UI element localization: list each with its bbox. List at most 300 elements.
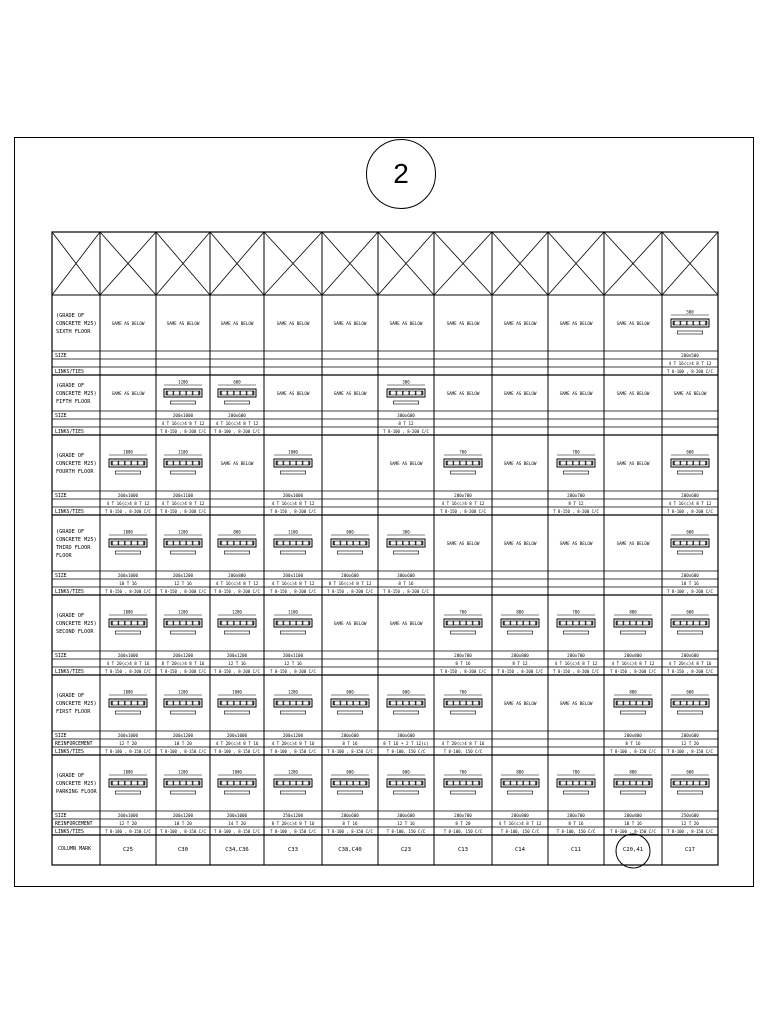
links-value: T 8-100 , 8-150 C/C <box>327 749 373 754</box>
links-value: T 8-100, 150 C/C <box>556 829 596 834</box>
rebar-dot <box>124 623 126 625</box>
rebar-dot <box>629 703 631 705</box>
rebar-dot <box>246 701 248 703</box>
same-as-below-note: SAME AS BELOW <box>276 321 310 326</box>
reinforcement-value: 4 T 16(c)4 8 T 12 <box>161 501 205 506</box>
rebar-dot <box>239 621 241 623</box>
same-as-below-note: SAME AS BELOW <box>111 391 145 396</box>
rebar-dot <box>220 701 222 703</box>
rebar-dot <box>333 543 335 545</box>
links-value: T 8-150 , 8-200 C/C <box>160 509 206 514</box>
section-stirrup <box>616 621 650 625</box>
rebar-dot <box>346 701 348 703</box>
rebar-dot <box>143 623 145 625</box>
rebar-dot <box>302 463 304 465</box>
rebar-dot <box>680 463 682 465</box>
rebar-dot <box>559 781 561 783</box>
rebar-dot <box>166 623 168 625</box>
size-value: 200x800 <box>624 813 642 818</box>
section-stirrup <box>446 781 480 785</box>
section-stirrup <box>673 701 707 705</box>
rebar-dot <box>198 621 200 623</box>
rebar-dot <box>623 781 625 783</box>
rebar-dot <box>465 623 467 625</box>
rebar-dot <box>529 781 531 783</box>
section-width: 1000 <box>123 769 133 775</box>
same-as-below-note: SAME AS BELOW <box>220 461 254 466</box>
size-value: 200x600 <box>681 653 699 658</box>
rebar-dot <box>340 541 342 543</box>
tie-detail <box>115 471 140 474</box>
rebar-dot <box>192 621 194 623</box>
rebar-dot <box>522 781 524 783</box>
section-stirrup <box>166 541 200 545</box>
rebar-dot <box>535 621 537 623</box>
tie-detail <box>337 711 362 714</box>
rebar-dot <box>185 463 187 465</box>
column-section <box>109 775 147 794</box>
rebar-dot <box>283 621 285 623</box>
section-stirrup <box>276 541 310 545</box>
rebar-dot <box>143 781 145 783</box>
section-stirrup <box>220 621 254 625</box>
rebar-dot <box>465 461 467 463</box>
section-stirrup <box>503 621 537 625</box>
same-as-below-note: SAME AS BELOW <box>276 391 310 396</box>
rebar-dot <box>220 393 222 395</box>
rebar-dot <box>566 461 568 463</box>
rebar-dot <box>166 463 168 465</box>
rebar-dot <box>283 623 285 625</box>
rebar-dot <box>252 783 254 785</box>
rebar-dot <box>365 543 367 545</box>
section-stirrup <box>333 541 367 545</box>
section-stirrup <box>503 781 537 785</box>
rebar-dot <box>143 621 145 623</box>
rebar-dot <box>111 701 113 703</box>
rebar-dot <box>239 701 241 703</box>
section-stirrup <box>220 391 254 395</box>
rebar-dot <box>302 701 304 703</box>
rebar-dot <box>629 783 631 785</box>
rebar-dot <box>415 393 417 395</box>
column-mark: C23 <box>400 847 412 853</box>
section-width: 500 <box>686 309 694 315</box>
column-mark: C38,C40 <box>338 847 362 853</box>
section-outline <box>671 699 709 707</box>
size-value: 200x500 <box>681 353 699 358</box>
rebar-dot <box>289 783 291 785</box>
rebar-dot <box>648 781 650 783</box>
section-width: 600 <box>686 769 694 775</box>
rebar-dot <box>635 703 637 705</box>
same-as-below-note: SAME AS BELOW <box>559 541 593 546</box>
links-value: T 8-150 , 8-200 C/C <box>667 669 713 674</box>
rebar-dot <box>591 623 593 625</box>
rebar-dot <box>118 781 120 783</box>
column-mark: C14 <box>514 847 526 853</box>
rebar-dot <box>233 541 235 543</box>
rebar-dot <box>686 323 688 325</box>
rebar-dot <box>453 461 455 463</box>
rebar-dot <box>396 393 398 395</box>
rebar-dot <box>198 781 200 783</box>
links-value: T 8-150 , 8-200 C/C <box>270 589 316 594</box>
rebar-dot <box>346 543 348 545</box>
rebar-dot <box>415 703 417 705</box>
section-outline <box>614 779 652 787</box>
column-section <box>274 775 312 794</box>
rebar-dot <box>572 621 574 623</box>
section-width: 1100 <box>288 609 298 615</box>
rebar-dot <box>179 541 181 543</box>
rebar-dot <box>173 463 175 465</box>
section-outline <box>671 779 709 787</box>
rebar-dot <box>302 541 304 543</box>
rebar-dot <box>522 621 524 623</box>
rebar-dot <box>246 781 248 783</box>
rebar-dot <box>673 623 675 625</box>
links-value: T 8-100 , 8-150 C/C <box>214 749 260 754</box>
section-width: 1000 <box>288 449 298 455</box>
section-stirrup <box>389 391 423 395</box>
reinforcement-value: 12 T 16 <box>228 661 246 666</box>
section-outline <box>274 619 312 627</box>
rebar-dot <box>246 623 248 625</box>
size-value: 200x1000 <box>117 813 139 818</box>
floor-name: (GRADE OF <box>56 529 85 535</box>
rebar-dot <box>185 621 187 623</box>
section-outline <box>387 779 425 787</box>
rebar-dot <box>446 623 448 625</box>
rebar-dot <box>220 391 222 393</box>
rebar-dot <box>585 463 587 465</box>
rebar-dot <box>173 623 175 625</box>
rebar-dot <box>408 391 410 393</box>
rebar-dot <box>389 781 391 783</box>
rebar-dot <box>289 623 291 625</box>
rebar-dot <box>396 781 398 783</box>
rebar-dot <box>308 461 310 463</box>
reinforcement-value: 8 T 12 <box>512 661 528 666</box>
section-width: 700 <box>459 689 467 695</box>
reinforcement-value: 8 T 20(c)4 8 T 16 <box>271 821 315 826</box>
same-as-below-note: SAME AS BELOW <box>166 321 200 326</box>
rebar-dot <box>389 703 391 705</box>
rebar-dot <box>220 621 222 623</box>
rebar-dot <box>111 541 113 543</box>
tie-detail <box>224 551 249 554</box>
links-value: T 8-150 , 8-200 C/C <box>105 589 151 594</box>
rebar-dot <box>137 463 139 465</box>
section-outline <box>501 779 539 787</box>
tie-detail <box>393 551 418 554</box>
rebar-dot <box>179 543 181 545</box>
reinforcement-value: 4 T 20(c)4 8 T 16 <box>271 741 315 746</box>
rebar-dot <box>111 461 113 463</box>
links-value: T 8-100 , 8-150 C/C <box>270 749 316 754</box>
rebar-dot <box>529 621 531 623</box>
rebar-dot <box>130 623 132 625</box>
section-stirrup <box>111 781 145 785</box>
links-value: T 8-100 , 8-150 C/C <box>160 749 206 754</box>
rebar-dot <box>340 543 342 545</box>
rebar-dot <box>616 783 618 785</box>
rebar-dot <box>472 783 474 785</box>
rebar-dot <box>446 701 448 703</box>
tie-detail <box>450 631 475 634</box>
rebar-dot <box>233 623 235 625</box>
rebar-dot <box>308 541 310 543</box>
rebar-dot <box>510 783 512 785</box>
rebar-dot <box>295 621 297 623</box>
rebar-dot <box>705 541 707 543</box>
rebar-dot <box>340 701 342 703</box>
same-as-below-note: SAME AS BELOW <box>503 391 537 396</box>
rebar-dot <box>692 781 694 783</box>
rebar-dot <box>295 781 297 783</box>
rebar-dot <box>680 701 682 703</box>
tie-detail <box>393 711 418 714</box>
reinforcement-value: 10 T 16 <box>681 581 699 586</box>
section-width: 700 <box>459 609 467 615</box>
rebar-dot <box>185 393 187 395</box>
reinforcement-value: 10 T 16 <box>624 821 642 826</box>
rebar-dot <box>699 321 701 323</box>
size-label: SIZE <box>55 354 67 359</box>
rebar-dot <box>333 701 335 703</box>
same-as-below-note: SAME AS BELOW <box>503 461 537 466</box>
links-value: T 8-150 , 8-200 C/C <box>553 669 599 674</box>
rebar-dot <box>686 623 688 625</box>
rebar-dot <box>572 463 574 465</box>
same-as-below-note: SAME AS BELOW <box>389 461 423 466</box>
links-value: T 8-150 , 8-200 C/C <box>105 669 151 674</box>
rebar-dot <box>692 323 694 325</box>
rebar-dot <box>192 541 194 543</box>
links-value: T 8-100 , 8-150 C/C <box>667 829 713 834</box>
rebar-dot <box>453 783 455 785</box>
links-value: T 8-150 , 8-200 C/C <box>440 669 486 674</box>
rebar-dot <box>283 541 285 543</box>
rebar-dot <box>179 621 181 623</box>
rebar-dot <box>635 781 637 783</box>
tie-detail <box>280 551 305 554</box>
section-stirrup <box>616 701 650 705</box>
rebar-dot <box>616 781 618 783</box>
section-outline <box>164 699 202 707</box>
rebar-dot <box>340 783 342 785</box>
rebar-dot <box>359 781 361 783</box>
tie-detail <box>677 471 702 474</box>
section-width: 1200 <box>178 529 188 535</box>
section-stirrup <box>389 541 423 545</box>
section-width: 300 <box>402 529 410 535</box>
rebar-dot <box>308 623 310 625</box>
rebar-dot <box>478 703 480 705</box>
sheet-number: 2 <box>393 158 409 189</box>
rebar-dot <box>246 703 248 705</box>
links-value: T 8-150 , 8-200 C/C <box>383 589 429 594</box>
rebar-dot <box>227 391 229 393</box>
section-outline <box>444 459 482 467</box>
rebar-dot <box>166 783 168 785</box>
rebar-dot <box>629 701 631 703</box>
rebar-dot <box>453 703 455 705</box>
rebar-dot <box>220 783 222 785</box>
rebar-dot <box>578 623 580 625</box>
section-width: 700 <box>572 609 580 615</box>
rebar-dot <box>130 461 132 463</box>
floor-name: CONCRETE M25) <box>56 621 97 627</box>
rebar-dot <box>396 543 398 545</box>
rebar-dot <box>185 461 187 463</box>
section-outline <box>218 539 256 547</box>
section-outline <box>557 779 595 787</box>
rebar-dot <box>673 323 675 325</box>
reinforcement-value: 10 T 16 <box>119 581 137 586</box>
same-as-below-note: SAME AS BELOW <box>616 461 650 466</box>
rebar-dot <box>472 463 474 465</box>
rebar-dot <box>616 701 618 703</box>
rebar-dot <box>648 623 650 625</box>
size-value: 200x600 <box>228 413 246 418</box>
rebar-dot <box>642 623 644 625</box>
rebar-dot <box>333 541 335 543</box>
links-value: T 8-150 , 8-200 C/C <box>327 589 373 594</box>
rebar-dot <box>415 543 417 545</box>
rebar-dot <box>389 701 391 703</box>
rebar-dot <box>276 621 278 623</box>
size-value: 200x800 <box>624 653 642 658</box>
size-value: 200x1100 <box>282 573 304 578</box>
rebar-dot <box>680 461 682 463</box>
rebar-dot <box>446 621 448 623</box>
rebar-dot <box>246 621 248 623</box>
section-outline <box>164 539 202 547</box>
column-section <box>164 695 202 714</box>
rebar-dot <box>124 461 126 463</box>
size-value: 200x800 <box>511 813 529 818</box>
size-value: 200x1000 <box>226 733 248 738</box>
rebar-dot <box>173 703 175 705</box>
rebar-dot <box>143 703 145 705</box>
section-outline <box>274 539 312 547</box>
section-width: 1200 <box>178 379 188 385</box>
rebar-dot <box>459 701 461 703</box>
rebar-dot <box>705 783 707 785</box>
rebar-dot <box>359 541 361 543</box>
section-outline <box>218 779 256 787</box>
links-value: T 8-150 , 8-200 C/C <box>270 509 316 514</box>
rebar-dot <box>252 391 254 393</box>
rebar-dot <box>283 703 285 705</box>
column-section <box>387 775 425 794</box>
size-value: 250x600 <box>681 813 699 818</box>
column-section <box>109 455 147 474</box>
section-width: 700 <box>572 769 580 775</box>
rebar-dot <box>346 703 348 705</box>
rebar-dot <box>166 781 168 783</box>
rebar-dot <box>578 621 580 623</box>
rebar-dot <box>559 623 561 625</box>
links-value: T 8-150 , 8-200 C/C <box>610 669 656 674</box>
rebar-dot <box>124 541 126 543</box>
rebar-dot <box>185 391 187 393</box>
rebar-dot <box>185 781 187 783</box>
rebar-dot <box>198 703 200 705</box>
rebar-dot <box>516 623 518 625</box>
size-value: 200x1200 <box>226 653 248 658</box>
section-width: 600 <box>686 609 694 615</box>
rebar-dot <box>459 621 461 623</box>
section-outline <box>331 539 369 547</box>
rebar-dot <box>143 541 145 543</box>
rebar-dot <box>503 783 505 785</box>
tie-detail <box>115 551 140 554</box>
rebar-dot <box>680 543 682 545</box>
rebar-dot <box>421 781 423 783</box>
rebar-dot <box>111 703 113 705</box>
same-as-below-note: SAME AS BELOW <box>446 541 480 546</box>
rebar-dot <box>246 391 248 393</box>
rebar-dot <box>578 461 580 463</box>
rebar-dot <box>705 781 707 783</box>
tie-detail <box>170 551 195 554</box>
rebar-dot <box>699 623 701 625</box>
rebar-dot <box>185 543 187 545</box>
rebar-dot <box>289 541 291 543</box>
rebar-dot <box>233 621 235 623</box>
rebar-dot <box>705 323 707 325</box>
section-width: 1200 <box>288 689 298 695</box>
tie-detail <box>393 401 418 404</box>
rebar-dot <box>421 541 423 543</box>
rebar-dot <box>352 703 354 705</box>
size-value: 300x600 <box>397 733 415 738</box>
rebar-dot <box>510 621 512 623</box>
rebar-dot <box>239 541 241 543</box>
rebar-dot <box>680 703 682 705</box>
section-width: 1200 <box>178 609 188 615</box>
rebar-dot <box>289 781 291 783</box>
size-value: 200x1200 <box>172 573 194 578</box>
reinforcement-value: 4 T 16(c)4 8 T 12 <box>106 501 150 506</box>
column-mark-label: COLUMN MARK <box>58 846 92 852</box>
section-outline <box>109 459 147 467</box>
rebar-dot <box>635 623 637 625</box>
rebar-dot <box>192 623 194 625</box>
rebar-dot <box>705 701 707 703</box>
section-width: 600 <box>686 449 694 455</box>
rebar-dot <box>680 623 682 625</box>
rebar-dot <box>359 783 361 785</box>
size-value: 200x1200 <box>172 813 194 818</box>
column-section <box>387 695 425 714</box>
rebar-dot <box>529 623 531 625</box>
rebar-dot <box>198 461 200 463</box>
rebar-dot <box>227 393 229 395</box>
rebar-dot <box>396 391 398 393</box>
section-stirrup <box>276 781 310 785</box>
rebar-dot <box>408 781 410 783</box>
floor-name: FIFTH FLOOR <box>56 399 91 405</box>
rebar-dot <box>692 463 694 465</box>
rebar-dot <box>283 781 285 783</box>
reinforcement-value: 12 T 16 <box>174 581 192 586</box>
rebar-dot <box>179 393 181 395</box>
rebar-dot <box>510 781 512 783</box>
